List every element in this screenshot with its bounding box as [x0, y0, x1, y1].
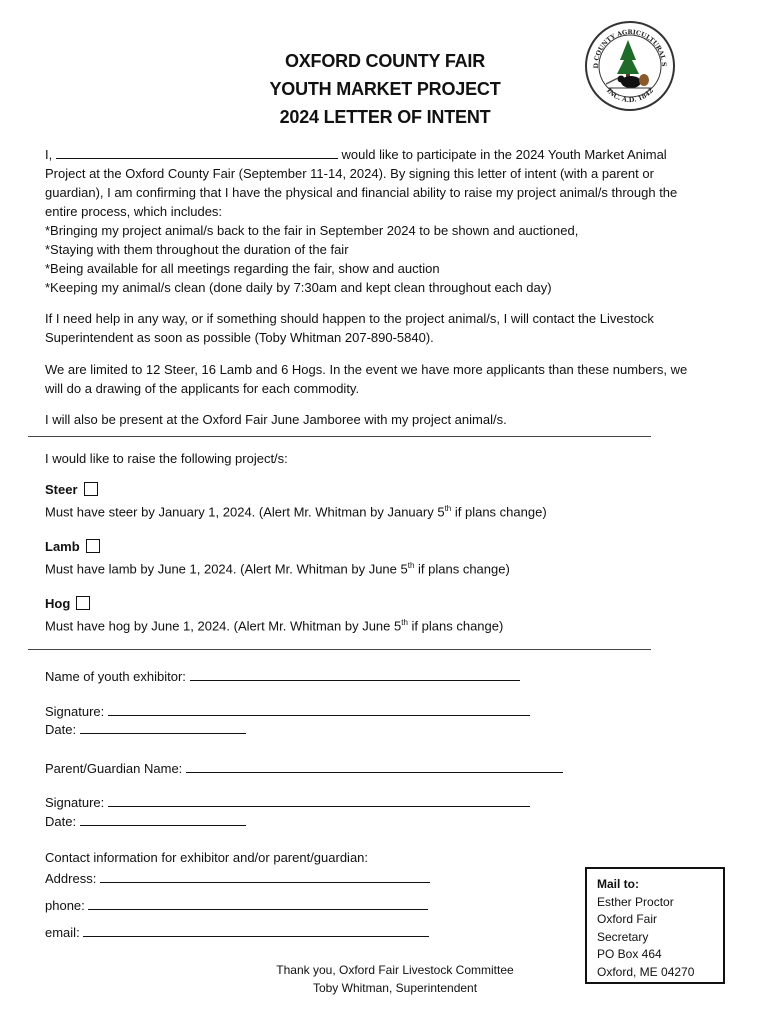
guardian-date-blank[interactable] [80, 812, 246, 826]
address-label: Address: [45, 871, 97, 886]
hog-requirement [45, 613, 735, 635]
mail-line-2: Oxford Fair [597, 912, 658, 926]
mail-line-1: Esther Proctor [597, 894, 674, 909]
contact-info-label: Contact information for exhibitor and/or parent/guardian: [45, 850, 369, 865]
email-blank[interactable] [83, 923, 429, 937]
steer-req-post: if plans change) [451, 504, 547, 520]
steer-req-sup: th [444, 504, 452, 513]
intro-line-4: entire process, which includes: [45, 204, 223, 219]
mail-to-heading: Mail to: [597, 877, 639, 891]
address-field [45, 869, 430, 886]
title-line-3: 2024 LETTER OF INTENT [279, 107, 491, 127]
intro-line-1-text: would like to participate in the 2024 Youth Market Animal [341, 147, 667, 162]
youth-date-field [45, 720, 246, 737]
youth-date-blank[interactable] [80, 720, 246, 734]
mail-line-3: Secretary [597, 929, 649, 944]
address-blank[interactable] [100, 869, 430, 883]
svg-text:INC. A.D. 1842 [605, 87, 655, 104]
guardian-signature-field [45, 793, 530, 810]
bullet-3: *Being available for all meetings regarding the fair, show and auction [45, 261, 440, 276]
lamb-label: Lamb [45, 539, 80, 554]
steer-checkbox[interactable] [84, 482, 98, 496]
limits-line-1: We are limited to 12 Steer, 16 Lamb and 6 Hogs. In the event we have more applicants than these numbers, we [45, 362, 688, 377]
hog-label: Hog [45, 596, 71, 611]
guardian-name-label: Parent/Guardian Name: [45, 761, 183, 776]
lamb-requirement [45, 556, 735, 578]
hog-req-text: Must have hog by June 1, 2024. (Alert Mr. Whitman by June 5 [45, 618, 402, 634]
hog-option [45, 594, 735, 635]
guardian-signature-blank[interactable] [108, 793, 530, 807]
title-line-2: YOUTH MARKET PROJECT [269, 79, 501, 99]
mail-line-5: Oxford, ME 04270 [597, 964, 695, 979]
youth-date-label: Date: [45, 722, 77, 737]
youth-signature-blank[interactable] [108, 702, 530, 716]
hog-req-post: if plans change) [407, 618, 504, 634]
youth-name-field [45, 667, 520, 684]
participant-name-blank[interactable] [56, 145, 338, 159]
guardian-date-field [45, 812, 246, 829]
lamb-option [45, 537, 735, 578]
bullet-2: *Staying with them throughout the duration of the fair [45, 242, 349, 257]
limits-paragraph [45, 360, 735, 398]
phone-blank[interactable] [88, 896, 428, 910]
phone-label: phone: [45, 898, 85, 913]
footer-superintendent: Toby Whitman, Superintendent [312, 981, 478, 995]
steer-option [45, 480, 735, 521]
lamb-req-sup: th [407, 561, 415, 570]
mail-to-box [585, 867, 725, 984]
help-line-2: Superintendent as soon as possible (Toby Whitman 207-890-5840). [45, 330, 434, 345]
seal-text-bottom: INC. A.D. 1842 [604, 86, 656, 105]
bullet-1: *Bringing my project animal/s back to the fair in September 2024 to be shown and auctioned, [45, 223, 579, 238]
guardian-name-blank[interactable] [186, 759, 563, 773]
intro-line-1 [45, 145, 735, 164]
help-paragraph [45, 309, 735, 347]
society-seal-logo [584, 20, 676, 112]
email-label: email: [45, 925, 80, 940]
steer-requirement [45, 499, 735, 521]
intro-prefix: I, [45, 147, 53, 162]
youth-name-label: Name of youth exhibitor: [45, 669, 186, 684]
phone-field [45, 896, 428, 913]
guardian-name-field [45, 759, 563, 776]
steer-req-text: Must have steer by January 1, 2024. (Alert Mr. Whitman by January 5 [45, 504, 445, 520]
title-line-1: OXFORD COUNTY FAIR [284, 51, 486, 71]
hog-req-sup: th [401, 618, 408, 627]
steer-label: Steer [45, 482, 78, 497]
email-field [45, 923, 429, 940]
youth-name-blank[interactable] [190, 667, 520, 681]
seal-text-top: D COUNTY AGRICULTURAL S [592, 28, 668, 69]
section-divider-1 [28, 436, 651, 437]
youth-signature-field [45, 702, 530, 719]
limits-line-2: will do a drawing of the applicants for each commodity. [45, 381, 360, 396]
intro-paragraph [45, 145, 735, 297]
hog-checkbox[interactable] [76, 596, 90, 610]
guardian-date-label: Date: [45, 814, 77, 829]
section-divider-2 [28, 649, 651, 650]
youth-signature-label: Signature: [45, 704, 105, 719]
footer-thanks: Thank you, Oxford Fair Livestock Committee [276, 963, 514, 977]
lamb-req-post: if plans change) [414, 561, 510, 577]
projects-intro: I would like to raise the following project/s: [45, 451, 288, 466]
mail-line-4: PO Box 464 [597, 947, 662, 961]
jamboree-text: I will also be present at the Oxford Fair June Jamboree with my project animal/s. [45, 412, 507, 427]
bullet-4: *Keeping my animal/s clean (done daily by 7:30am and kept clean throughout each day) [45, 280, 552, 295]
help-line-1: If I need help in any way, or if something should happen to the project animal/s, I will contact the Livestock [45, 311, 654, 326]
lamb-req-text: Must have lamb by June 1, 2024. (Alert Mr. Whitman by June 5 [45, 561, 408, 577]
lamb-checkbox[interactable] [86, 539, 100, 553]
intro-line-3: guardian), I am confirming that I have the physical and financial ability to raise my project animal/s through the [45, 185, 678, 200]
intro-line-2: Project at the Oxford County Fair (September 11-14, 2024). By signing this letter of intent (with a parent or [45, 166, 654, 181]
guardian-signature-label: Signature: [45, 795, 105, 810]
